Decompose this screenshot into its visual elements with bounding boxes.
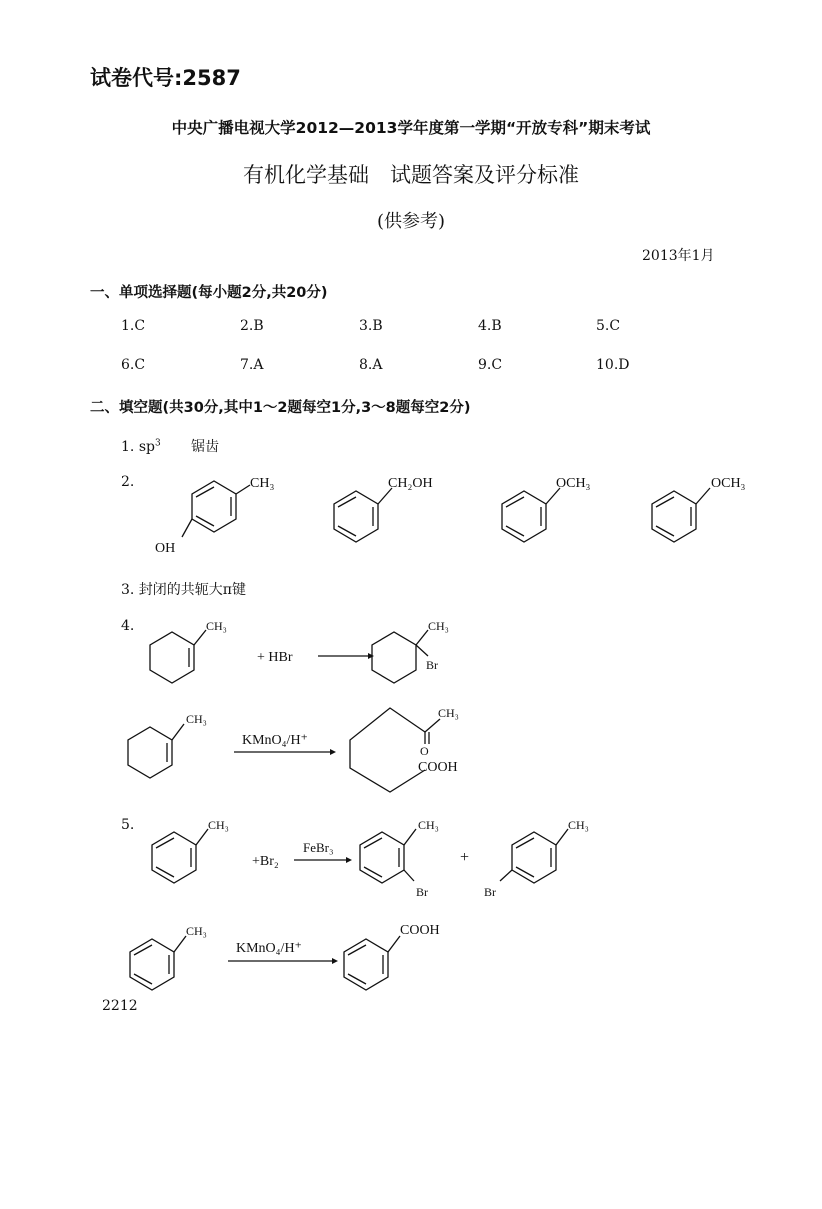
answer-item: 1.C: [121, 318, 146, 334]
q2-number: 2.: [121, 474, 135, 490]
o-bromotoluene-structure: [360, 829, 416, 883]
q4-r2-o: O: [420, 744, 429, 758]
exam-date: 2013年1月: [642, 248, 715, 264]
q4-r1-ch3-b: CH₃: [428, 619, 449, 633]
q4-r1-br: Br: [426, 658, 438, 672]
q5-r1-plus: +: [460, 849, 470, 866]
answer-item: 5.C: [596, 318, 621, 334]
benzoic-acid-structure: [344, 936, 400, 990]
answer-item: 9.C: [478, 357, 503, 373]
answer-item: 6.C: [121, 357, 146, 373]
q4-r2-cooh: COOH: [418, 760, 458, 775]
q1-number: 1.: [121, 439, 135, 455]
answer-item: 4.B: [478, 318, 502, 334]
toluene-structure-b: [130, 936, 186, 990]
q4-r2-ch3-a: CH₃: [186, 712, 207, 726]
q1-answer2: 锯齿: [191, 439, 220, 455]
q5-r2-ch3: CH₃: [186, 924, 207, 938]
q5-r1-catalyst: FeBr₃: [303, 840, 334, 855]
q4-r2-reagent: KMnO₄/H⁺: [242, 733, 308, 748]
section2-heading: 二、填空题(共30分,其中1～2题每空1分,3～8题每空2分): [90, 400, 471, 416]
anisole-structure-a: [502, 488, 560, 542]
methyl-bromo-cyclohexane-structure: [372, 630, 428, 683]
q5-r1-br-c: Br: [484, 885, 496, 899]
q5-r2-reagent: KMnO₄/H⁺: [236, 941, 302, 956]
q2-och3-label-a: OCH₃: [556, 476, 591, 491]
answer-item: 10.D: [596, 357, 630, 373]
q1-hybrid: sp: [138, 439, 155, 455]
p-bromotoluene-structure: [500, 829, 568, 883]
section1-heading: 一、单项选择题(每小题2分,共20分): [90, 285, 328, 301]
methylcyclohexene-structure-a: [150, 630, 206, 683]
q5-r1-ch3-b: CH₃: [418, 818, 439, 832]
q5-r1-ch3-a: CH₃: [208, 818, 229, 832]
q1-hybrid-sup: 3: [154, 438, 161, 449]
q3-answer: 3. 封闭的共轭大π键: [121, 582, 247, 598]
q5-r2-cooh: COOH: [400, 923, 440, 938]
answer-item: 8.A: [359, 357, 383, 373]
q2-ch3-label: CH₃: [250, 476, 275, 491]
q4-number: 4.: [121, 618, 135, 634]
benzyl-alcohol-structure: [334, 488, 392, 542]
methylcyclohexene-structure-b: [128, 724, 184, 778]
q4-r1-plus-hbr: + HBr: [257, 650, 293, 665]
anisole-structure-b: [652, 488, 710, 542]
q2-ch2oh-label: CH₂OH: [388, 476, 433, 491]
answer-item: 2.B: [240, 318, 264, 334]
q5-r1-ch3-c: CH₃: [568, 818, 589, 832]
p-cresol-structure: [182, 481, 250, 537]
q5-r1-br-b: Br: [416, 885, 428, 899]
answer-item: 3.B: [359, 318, 383, 334]
q2-och3-label-b: OCH₃: [711, 476, 746, 491]
reference-note: (供参考): [376, 211, 446, 232]
toluene-structure-a: [152, 829, 208, 883]
exam-name: 中央广播电视大学2012—2013学年度第一学期“开放专科”期末考试: [171, 119, 651, 137]
q5-number: 5.: [121, 817, 135, 833]
page-title: 有机化学基础 试题答案及评分标准: [243, 163, 579, 187]
q2-oh-label: OH: [155, 541, 176, 556]
q4-r1-ch3-a: CH₃: [206, 619, 227, 633]
page-number: 2212: [102, 998, 138, 1014]
paper-code: 试卷代号:2587: [90, 66, 241, 90]
answer-item: 7.A: [240, 357, 264, 373]
q4-r2-ch3-b: CH₃: [438, 706, 459, 720]
q5-r1-plus-br2: +Br₂: [252, 854, 279, 869]
